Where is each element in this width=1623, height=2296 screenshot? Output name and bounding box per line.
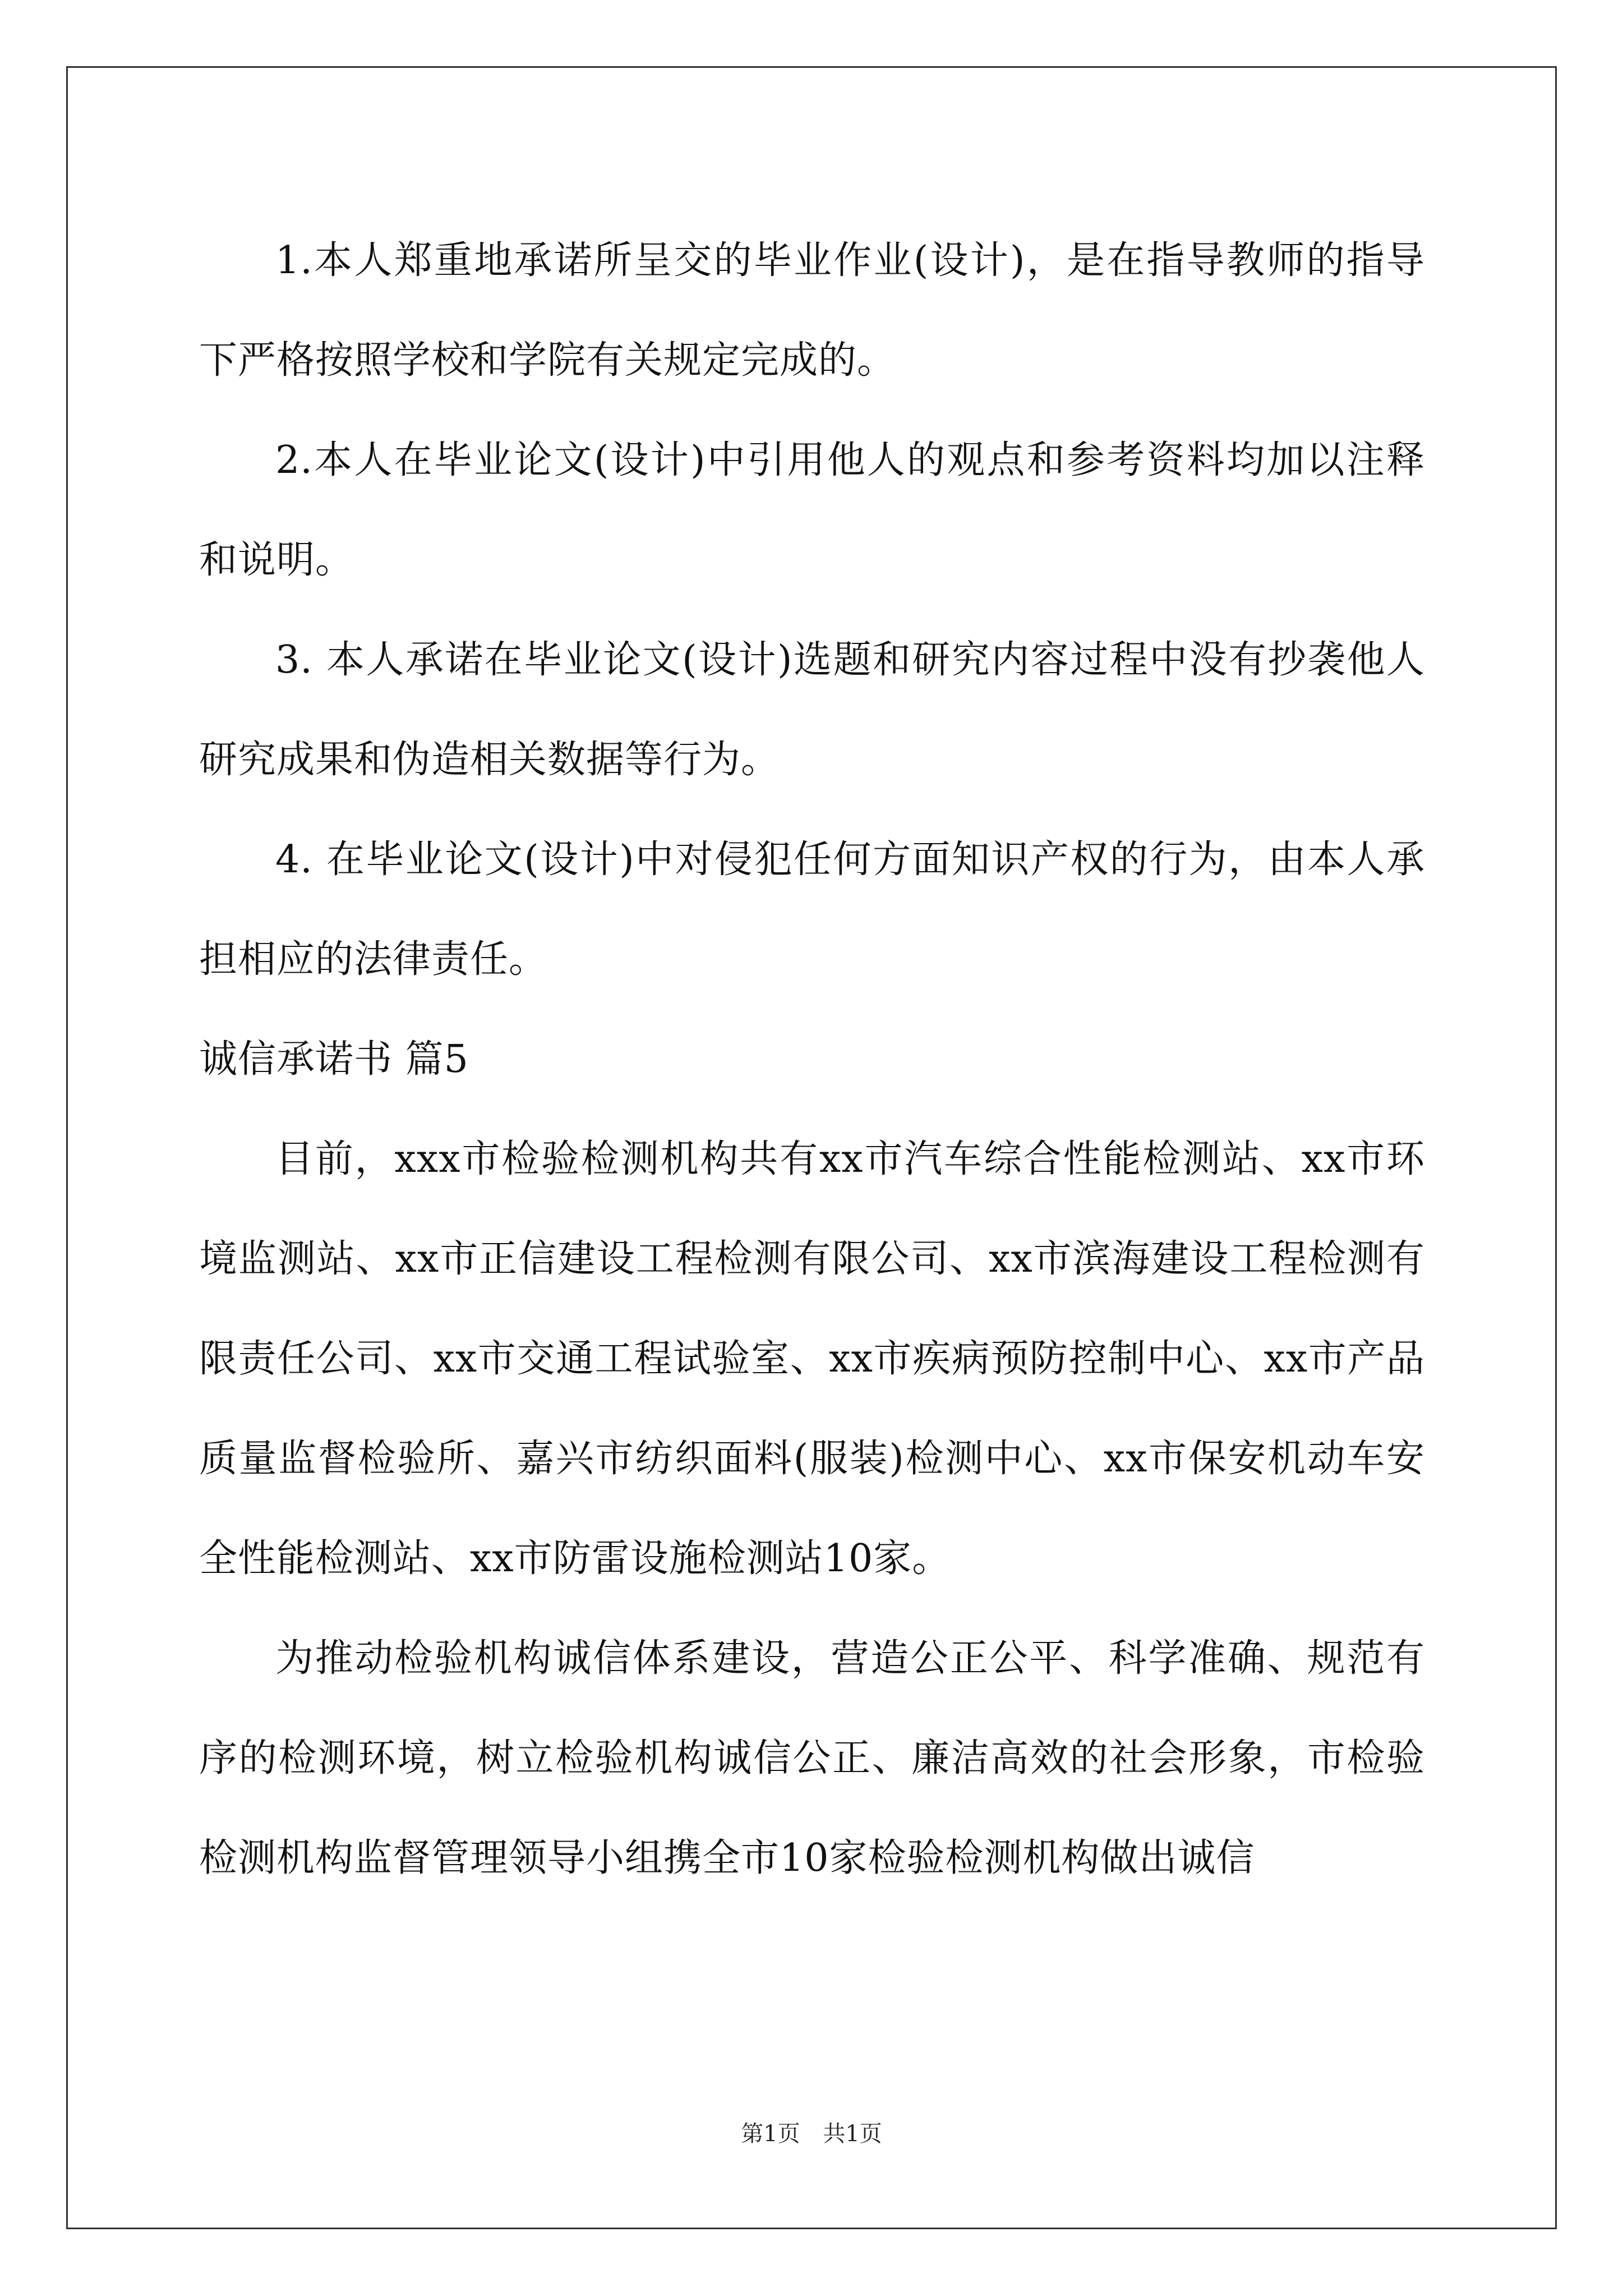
section-heading: 诚信承诺书 篇5: [199, 1037, 469, 1082]
commitment-item-1: 1.本人郑重地承诺所呈交的毕业作业(设计)，是在指导教师的指导下严格按照学校和学院有关规定完成的。: [199, 238, 1425, 383]
page-number: 第1页: [741, 2121, 800, 2147]
commitment-item-4: 4. 在毕业论文(设计)中对侵犯任何方面知识产权的行为，由本人承担相应的法律责任。: [199, 838, 1425, 982]
commitment-item-3: 3. 本人承诺在毕业论文(设计)选题和研究内容过程中没有抄袭他人研究成果和伪造相关数据等行为。: [199, 638, 1425, 782]
section-paragraph-1: 目前，xxx市检验检测机构共有xx市汽车综合性能检测站、xx市环境监测站、xx市正信建设工程检测有限公司、xx市滨海建设工程检测有限责任公司、xx市交通工程试验室、xx市疾病预防控制中心、xx市产品质量监督检验所、嘉兴市纺织面料(服装)检测中心、xx市保安机动车安全性能检测站、xx市防雷设施检测站10家。: [199, 1137, 1425, 1581]
document-body: [199, 211, 1425, 1908]
page-total: 共1页: [823, 2121, 882, 2147]
commitment-item-2: 2.本人在毕业论文(设计)中引用他人的观点和参考资料均加以注释和说明。: [199, 438, 1425, 582]
section-paragraph-2: 为推动检验机构诚信体系建设，营造公正公平、科学准确、规范有序的检测环境，树立检验机构诚信公正、廉洁高效的社会形象，市检验检测机构监督管理领导小组携全市10家检验检测机构做出诚信: [199, 1636, 1425, 1880]
page-footer: [0, 2116, 1623, 2148]
